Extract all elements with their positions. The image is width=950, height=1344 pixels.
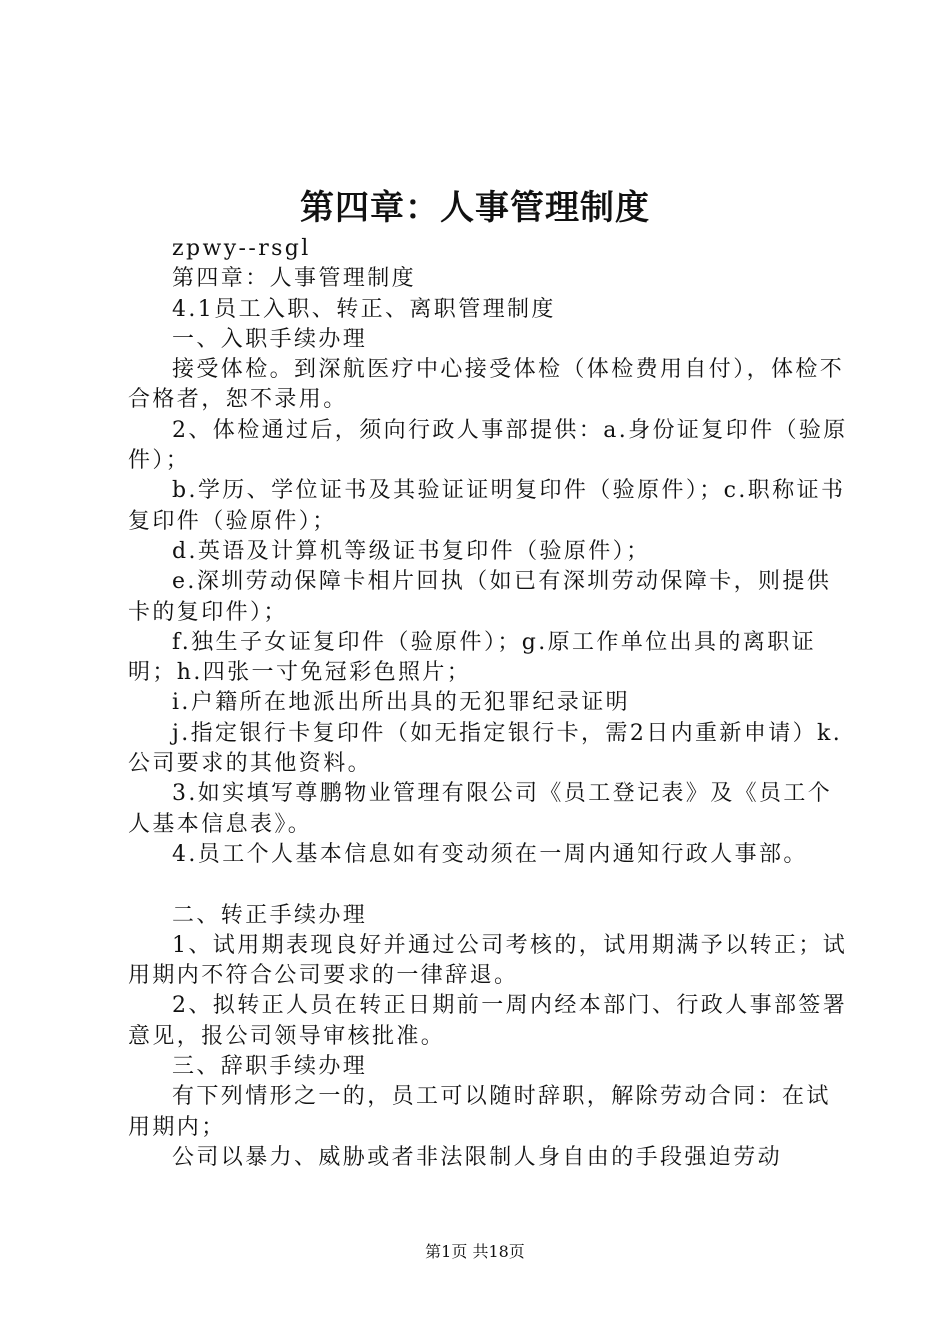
paragraph: j.指定银行卡复印件（如无指定银行卡，需2日内重新申请）k.公司要求的其他资料。 xyxy=(128,720,843,777)
paragraph-probation-heading: 二、转正手续办理 xyxy=(172,902,368,928)
paragraph: e.深圳劳动保障卡相片回执（如已有深圳劳动保障卡，则提供卡的复印件）； xyxy=(128,569,832,625)
paragraph: i.户籍所在地派出所出具的无犯罪纪录证明 xyxy=(172,690,631,716)
document-body xyxy=(128,234,850,1173)
paragraph: 有下列情形之一的，员工可以随时辞职，解除劳动合同：在试用期内； xyxy=(128,1084,831,1140)
paragraph: f.独生子女证复印件（验原件）；g.原工作单位出具的离职证明；h.四张一寸免冠彩色照片； xyxy=(128,629,817,686)
page-title: 第四章：人事管理制度 xyxy=(300,188,650,228)
paragraph: 公司以暴力、威胁或者非法限制人身自由的手段强迫劳动 xyxy=(172,1144,783,1170)
paragraph-resignation-heading: 三、辞职手续办理 xyxy=(172,1054,368,1080)
paragraph: b.学历、学位证书及其验证证明复印件（验原件）；c.职称证书复印件（验原件）； xyxy=(128,478,846,534)
paragraph-onboarding-heading: 一、入职手续办理 xyxy=(172,326,368,352)
paragraph-section-heading: 4.1员工入职、转正、离职管理制度 xyxy=(172,296,556,322)
blank-line xyxy=(128,870,850,900)
page-footer: 第1页 共18页 xyxy=(425,1242,525,1261)
paragraph: d.英语及计算机等级证书复印件（验原件）； xyxy=(172,538,651,564)
paragraph: 接受体检。到深航医疗中心接受体检（体检费用自付），体检不合格者，恕不录用。 xyxy=(128,357,845,413)
paragraph: 2、拟转正人员在转正日期前一周内经本部门、行政人事部签署意见，报公司领导审核批准。 xyxy=(128,993,848,1049)
paragraph: 2、体检通过后，须向行政人事部提供：a.身份证复印件（验原件）； xyxy=(128,417,848,474)
paragraph-doc-code: zpwy--rsgl xyxy=(172,236,311,261)
paragraph: 3.如实填写尊鹏物业管理有限公司《员工登记表》及《员工个人基本信息表》。 xyxy=(128,781,833,837)
paragraph-chapter-heading: 第四章：人事管理制度 xyxy=(172,266,417,292)
paragraph: 4.员工个人基本信息如有变动须在一周内通知行政人事部。 xyxy=(172,841,808,867)
paragraph: 1、试用期表现良好并通过公司考核的，试用期满予以转正；试用期内不符合公司要求的一律辞退。 xyxy=(128,932,848,989)
